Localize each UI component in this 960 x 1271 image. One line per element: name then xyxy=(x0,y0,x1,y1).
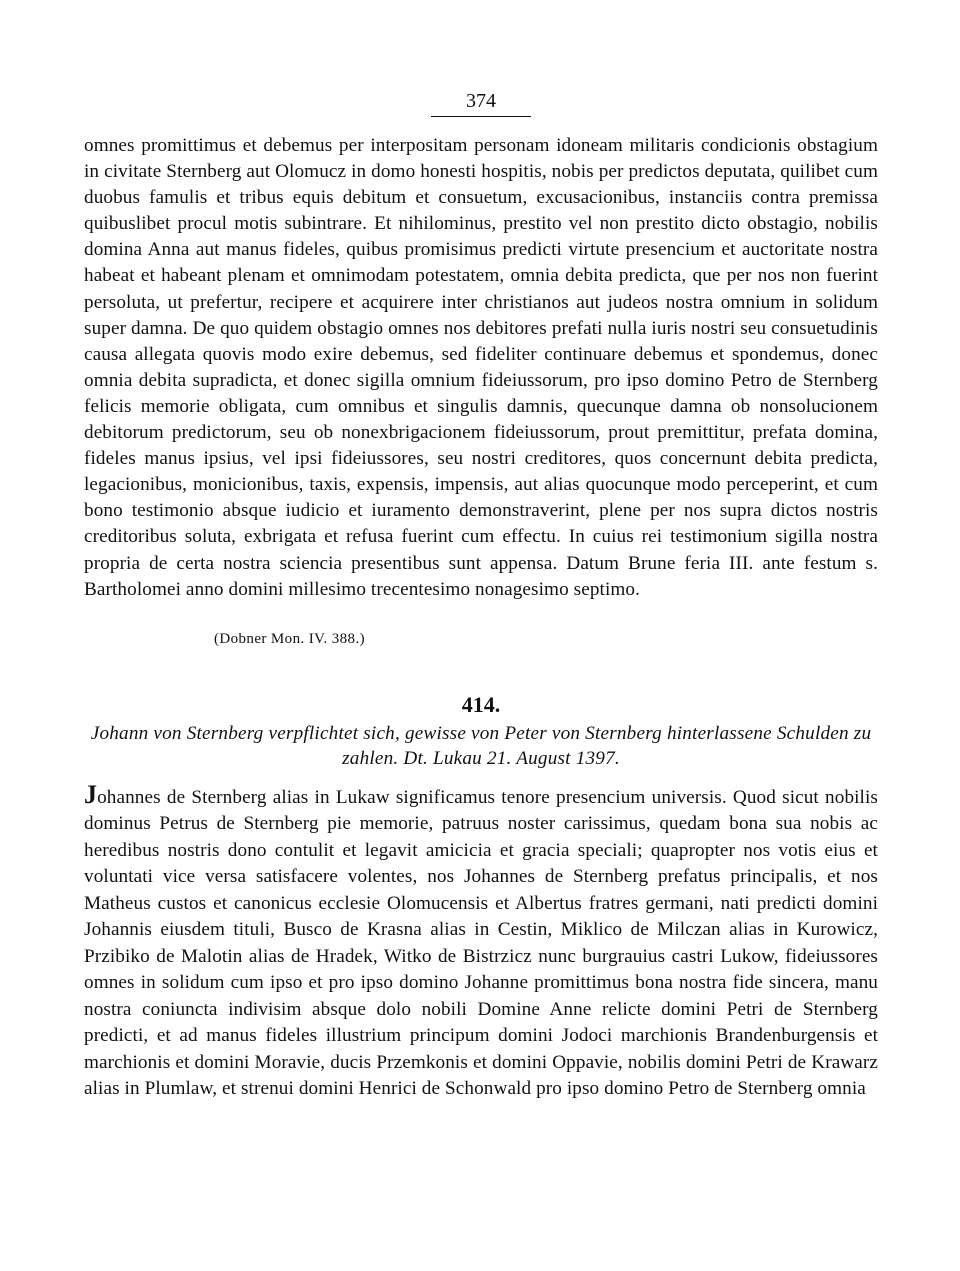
document-heading: Johann von Sternberg verpflichtet sich, gewisse von Peter von Sternberg hinterlassene Schulden zu zahlen. Dt. Lukau 21. August 1397. xyxy=(90,722,872,769)
document-number: 414. xyxy=(461,691,501,717)
document-page xyxy=(84,88,878,1103)
document-paragraph xyxy=(84,779,878,1103)
initial-letter: J xyxy=(84,779,98,809)
source-citation: (Dobner Mon. IV. 388.) xyxy=(214,630,366,647)
continued-paragraph: omnes promittimus et debemus per interpositam personam idoneam militaris condicionis obstagium in civitate Sternberg aut Olomucz in domo honesti hospitis, nobis per predictos deputata, quilibet cum duobus famulis et tribus equis debitum et consuetum, excusacionibus, instanciis contra premissa quibuslibet procul motis subintrare. Et nihilominus, prestito vel non prestito dicto obstagio, nobilis domina Anna aut manus fideles, quibus promisimus predicti virtute presencium et auctoritate nostra habeat et habeant plenam et omnimodam potestatem, omnia debita predicta, que per nos non fuerint persoluta, ut prefertur, recipere et acquirere inter christianos aut judeos nostra omnium in solidum super damna. De quo quidem obstagio omnes nos debitores prefati nulla iuris nostri seu consuetudinis causa allegata quovis modo exire debemus, sed fideliter continuare debemus et spondemus, donec omnia debita supradicta, et donec sigilla omnium fideiussorum, pro ipso domino Petro de Sternberg felicis memorie obligata, cum omnibus et singulis damnis, quecunque damna ob nonsolucionem debitorum predictorum, seu ob nonexbrigacionem fideiussorum, prout premittitur, prefata domina, fideles manus ipsius, vel ipsi fideiussores, seu nostri creditores, quos concernunt debita predicta, legacionibus, monicionibus, taxis, expensis, impensis, aut alias quocunque modo perceperint, et cum bono testimonio absque iudicio et iuramento demonstraverint, plene per nos supra dictos nostris creditoribus soluta, exbrigata et refusa fuerint cum effectu. In cuius rei testimonium sigilla nostra propria de certa nostra sciencia presentibus sunt appensa. Datum Brune feria III. ante festum s. Bartholomei anno domini millesimo trecentesimo nonagesimo septimo. xyxy=(84,135,878,600)
page-number: 374 xyxy=(431,88,531,117)
document-text: ohannes de Sternberg alias in Lukaw significamus tenore presencium universis. Quod sicut nobilis dominus Petrus de Sternberg pie memorie, patruus noster carissimus, quedam bona sua nobis ac heredibus nostris dono contulit et legavit amicicia et gracia speciali; quapropter nos votis eius et voluntati vice versa satisfacere volentes, nos Johannes de Sternberg prefatus principalis, et nos Matheus custos et canonicus ecclesie Olomucensis et Albertus fratres germani, nati predicti domini Johannis eiusdem tituli, Busco de Krasna alias in Cestin, Miklico de Milczan alias in Kurowicz, Przibiko de Malotin alias de Hradek, Witko de Bistrzicz nunc burgrauius castri Lukow, fideiussores omnes in solidum cum ipso et pro ipso domino Johanne promittimus bona nostra fide sincera, manu nostra coniuncta indivisim absque dolo nobili Domine Anne relicte domini Petri de Sternberg predicti, et ad manus fideles illustrium principum domini Jodoci marchionis Brandenburgensis et marchionis et domini Moravie, ducis Przemkonis et domini Oppavie, nobilis domini Petri de Krawarz alias in Plumlaw, et strenui domini Henrici de Schonwald pro ipso domino Petro de Sternberg omnia xyxy=(84,786,878,1100)
